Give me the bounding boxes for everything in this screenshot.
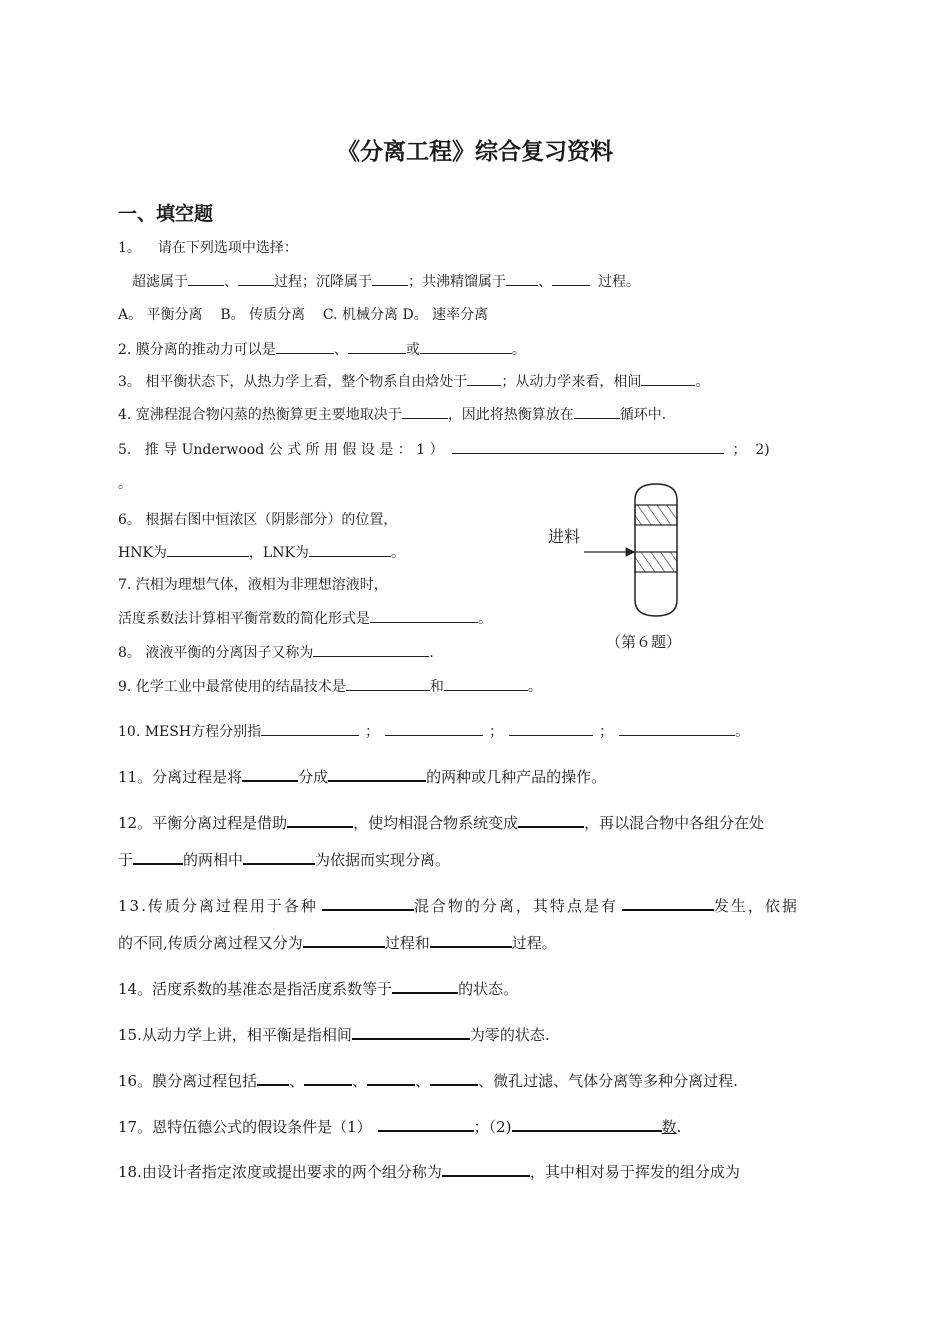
text-span: 分成 [298, 768, 329, 786]
text-span: ； [365, 724, 380, 740]
question-6: 6。 根据右图中恒浓区（阴影部分）的位置， [118, 512, 398, 528]
text-span: . [429, 645, 434, 661]
question-7-line-2 [118, 608, 492, 629]
shaded-zone-upper [635, 505, 677, 525]
question-18 [118, 1161, 740, 1182]
blank [506, 271, 538, 286]
question-13-line-2 [118, 932, 557, 953]
question-4 [118, 404, 666, 425]
text-span: 9. 化学工业中最常使用的结晶技术是 [118, 679, 346, 695]
text-span: ，使均相混合物系统变成 [353, 814, 519, 832]
blank [372, 271, 408, 286]
text-span: 和 [429, 679, 444, 695]
text-span: . [676, 1118, 682, 1136]
question-10 [118, 721, 749, 742]
blank [442, 1161, 530, 1177]
blank [328, 766, 426, 782]
text-span: 。 [527, 679, 542, 695]
blank [622, 895, 714, 911]
page-title: 《分离工程》综合复习资料 [337, 139, 613, 165]
question-16 [118, 1070, 738, 1091]
text-span: 、 [538, 274, 552, 290]
question-15 [118, 1024, 550, 1045]
blank [257, 1070, 289, 1086]
blank [133, 849, 183, 865]
text-span: ；共沸精馏属于 [408, 274, 506, 290]
text-span: ； [489, 724, 504, 740]
question-14 [118, 978, 518, 999]
blank [243, 849, 315, 865]
figure-caption: （第６题） [606, 633, 682, 651]
text-span: 8。 液液平衡的分离因子又称为 [118, 645, 314, 661]
text-span: 为依据而实现分离。 [315, 851, 451, 869]
text-span: 数 [661, 1118, 677, 1136]
text-span: 、微孔过滤、气体分离等多种分离过程. [478, 1072, 738, 1090]
blank [509, 721, 593, 736]
text-span: 、 [224, 274, 238, 290]
blank [452, 439, 724, 454]
text-span: 过程。 [511, 934, 557, 952]
blank [552, 271, 590, 286]
question-5 [118, 439, 770, 460]
section-heading: 一、填空题 [118, 203, 214, 225]
text-span: 、 [352, 1072, 368, 1090]
blank [378, 1116, 474, 1132]
blank [322, 895, 414, 911]
text-span: 10. MESH方程分别指 [118, 724, 262, 740]
text-span: 为零的状态. [469, 1026, 550, 1044]
blank [641, 371, 695, 386]
text-span: 循环中. [619, 407, 667, 423]
text-span: ； 2) [732, 442, 770, 458]
blank [518, 812, 584, 828]
blank [370, 608, 478, 623]
blank [167, 542, 249, 557]
text-span: ，其中相对易于挥发的组分成为 [529, 1163, 740, 1181]
question-12 [118, 812, 764, 833]
text-span: 14。活度系数的基准态是指活度系数等于 [118, 980, 393, 998]
text-span: 、 [289, 1072, 305, 1090]
question-2 [118, 339, 526, 360]
text-span: 16。膜分离过程包括 [118, 1072, 258, 1090]
question-1 [118, 238, 298, 258]
text-span: 混合物的分离，其特点是有 [413, 897, 618, 915]
shaded-zone-lower [635, 552, 677, 572]
question-number: 1。 [118, 240, 141, 256]
blank [444, 676, 528, 691]
question-3 [118, 371, 709, 392]
text-span: 。 [735, 724, 750, 740]
blank [467, 371, 501, 386]
text-span: 18.由设计者指定浓度或提出要求的两个组分称为 [118, 1163, 442, 1181]
text-span: 13.传质分离过程用于各种 [118, 897, 318, 915]
text-span: 17。恩特伍德公式的假设条件是（1） [118, 1118, 372, 1136]
text-span: 12。平衡分离过程是借助 [118, 814, 288, 832]
text-span: 的两相中 [183, 851, 244, 869]
blank [352, 1024, 470, 1040]
question-12-line-2 [118, 849, 450, 870]
blank [242, 766, 298, 782]
text-span: 。 [478, 611, 492, 627]
blank [367, 1070, 415, 1086]
question-5-end: 。 [118, 476, 132, 492]
question-1-options: A。 平衡分离 B。 传质分离 C. 机械分离 D。 速率分离 [118, 307, 489, 323]
blank [574, 404, 620, 419]
text-span: 超滤属于 [132, 274, 188, 290]
question-17 [118, 1116, 681, 1137]
text-span: 、 [333, 342, 348, 358]
blank [512, 1116, 662, 1132]
text-span: 。 [511, 342, 526, 358]
text-span: 过程和 [384, 934, 430, 952]
text-span: ，因此将热衡算放在 [447, 407, 574, 423]
text-span: HNK为 [118, 545, 167, 561]
blank [304, 1070, 352, 1086]
text-span: 或 [405, 342, 420, 358]
text-span: 2. 膜分离的推动力可以是 [118, 342, 276, 358]
column-outline [635, 484, 677, 616]
text-span: 的两种或几种产品的操作。 [426, 768, 607, 786]
blank [303, 932, 385, 948]
text-span: 。 [390, 545, 405, 561]
text-span: 活度系数法计算相平衡常数的简化形式是 [118, 611, 370, 627]
blank [313, 642, 429, 657]
text-span: ； [599, 724, 614, 740]
blank [188, 271, 224, 286]
question-9 [118, 676, 542, 697]
text-span: ，再以混合物中各组分在处 [584, 814, 765, 832]
text-span: 过程；沉降属于 [274, 274, 372, 290]
text-span: 5. 推 导 Underwood 公 式 所 用 假 设 是 ： 1 ） [118, 442, 444, 458]
text-span: ，LNK为 [248, 545, 309, 561]
text-span: ；从动力学来看，相间 [501, 374, 642, 390]
question-7: 7. 汽相为理想气体，液相为非理想溶液时， [118, 577, 388, 593]
blank [348, 339, 406, 354]
text-span: 于 [118, 851, 134, 869]
blank [276, 339, 334, 354]
text-span: 发生，依据 [713, 897, 799, 915]
question-1-line-2 [132, 271, 640, 292]
feed-label: 进料 [548, 527, 581, 546]
text-span: 过程。 [598, 274, 640, 290]
blank [385, 721, 483, 736]
blank [261, 721, 359, 736]
text-span: 的状态。 [458, 980, 519, 998]
text-span: 的不同,传质分离过程又分为 [118, 934, 303, 952]
question-11 [118, 766, 606, 787]
question-8 [118, 642, 434, 663]
blank [309, 542, 391, 557]
blank [346, 676, 430, 691]
question-13 [118, 895, 799, 916]
text-span: 15.从动力学上讲，相平衡是指相间 [118, 1026, 352, 1044]
blank [402, 404, 448, 419]
text-span: 4. 宽沸程混合物闪蒸的热衡算更主要地取决于 [118, 407, 402, 423]
question-6-line-2 [118, 542, 405, 563]
blank [430, 1070, 478, 1086]
blank [392, 978, 458, 994]
text-span: ；（2) [473, 1118, 512, 1136]
text-span: 。 [695, 374, 710, 390]
blank [619, 721, 735, 736]
blank [420, 339, 512, 354]
blank [430, 932, 512, 948]
blank [238, 271, 274, 286]
text-span: 11。分离过程是将 [118, 768, 243, 786]
question-text: 请在下列选项中选择： [157, 240, 298, 256]
blank [287, 812, 353, 828]
text-span: 、 [415, 1072, 431, 1090]
text-span: 3。 相平衡状态下，从热力学上看，整个物系自由焓处于 [118, 374, 468, 390]
